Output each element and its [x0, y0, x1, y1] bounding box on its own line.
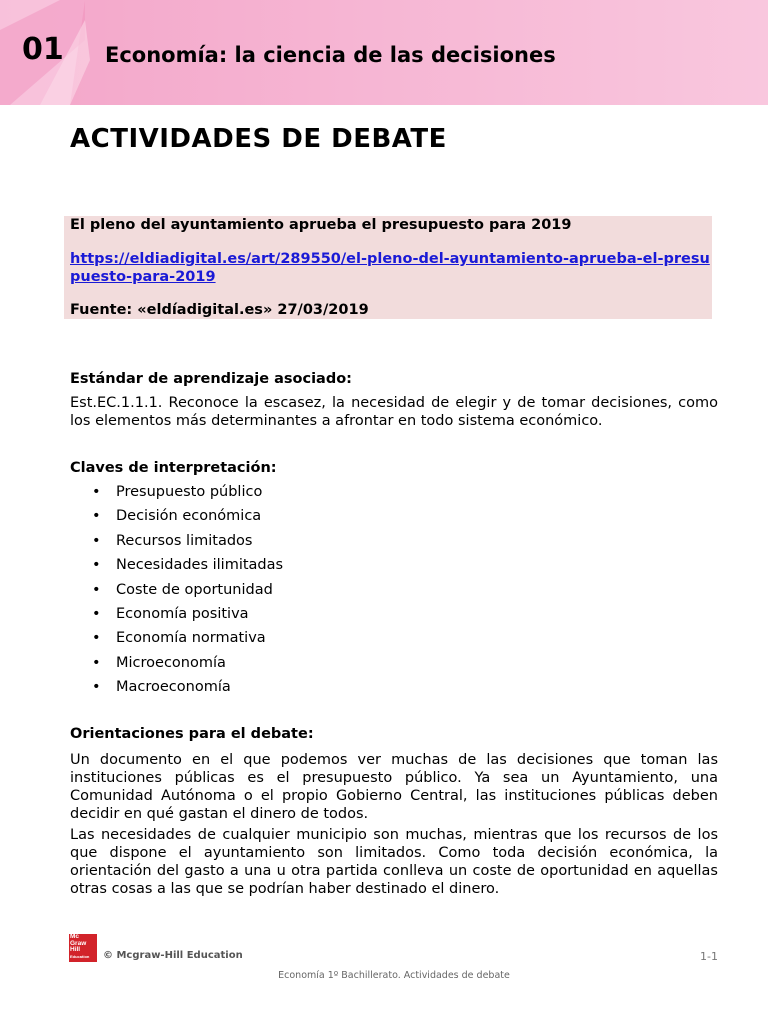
bullet-icon: • [92, 532, 101, 549]
bullet-icon: • [92, 679, 101, 696]
bullet-icon: • [92, 557, 101, 574]
claves-heading: Claves de interpretación: [70, 460, 277, 476]
publisher-logo: Mc Graw Hill Education [69, 934, 97, 962]
list-item: • Economía positiva [92, 602, 283, 626]
bullet-icon: • [92, 581, 101, 598]
news-link[interactable]: https://eldiadigital.es/art/289550/el-pleno-del-ayuntamiento-aprueba-el-presupuesto-para-2019 [70, 251, 710, 285]
news-source: Fuente: «eldíadigital.es» 27/03/2019 [70, 302, 369, 318]
page-number: 1-1 [700, 950, 718, 963]
page-header [0, 0, 768, 105]
list-item: • Necesidades ilimitadas [92, 553, 283, 577]
orientaciones-paragraph-1-block [70, 751, 718, 823]
chapter-title: Economía: la ciencia de las decisiones [105, 43, 556, 67]
page-title: ACTIVIDADES DE DEBATE [70, 124, 447, 154]
standard-text-block [70, 394, 718, 430]
chapter-number: 01 [22, 32, 64, 67]
news-title: El pleno del ayuntamiento aprueba el presupuesto para 2019 [70, 217, 572, 233]
bullet-icon: • [92, 484, 101, 500]
footer-caption: Economía 1º Bachillerato. Actividades de debate [278, 970, 510, 981]
bullet-icon: • [92, 508, 101, 525]
bullet-icon: • [92, 654, 101, 671]
orientaciones-heading: Orientaciones para el debate: [70, 726, 314, 742]
bullet-icon: • [92, 605, 101, 622]
list-item: • Microeconomía [92, 651, 283, 675]
standard-text: Est.EC.1.1.1. Reconoce la escasez, la necesidad de elegir y de tomar decisiones, como los elementos más determinantes a afrontar en todo sistema económico. [70, 395, 718, 429]
standard-heading: Estándar de aprendizaje asociado: [70, 371, 352, 387]
list-item: • Presupuesto público [92, 480, 283, 504]
footer-copyright: © Mcgraw-Hill Education [103, 950, 243, 961]
bullet-icon: • [92, 630, 101, 647]
list-item: • Recursos limitados [92, 529, 283, 553]
source-box [64, 216, 712, 319]
claves-section [70, 459, 718, 477]
standard-section [70, 370, 718, 388]
orientaciones-paragraph-2: Las necesidades de cualquier municipio son muchas, mientras que los recursos de los que dispone el ayuntamiento son limitados. Como toda decisión económica, la orientación del gasto a una u otra partida conlleva un coste de oportunidad en aquellas otras cosas a las que se podrían haber destinado el dinero. [70, 827, 718, 897]
orientaciones-section [70, 725, 718, 743]
orientaciones-paragraph-2-block [70, 826, 718, 898]
list-item: • Decisión económica [92, 504, 283, 528]
orientaciones-paragraph-1: Un documento en el que podemos ver muchas de las decisiones que toman las instituciones públicas es el presupuesto público. Ya sea un Ayuntamiento, una Comunidad Autónoma o el propio Gobierno Central, las instituciones públicas deben decidir en qué gastan el dinero de todos. [70, 752, 718, 822]
list-item: • Macroeconomía [92, 675, 283, 699]
list-item: • Coste de oportunidad [92, 578, 283, 602]
claves-list [92, 480, 283, 700]
list-item: • Economía normativa [92, 626, 283, 650]
